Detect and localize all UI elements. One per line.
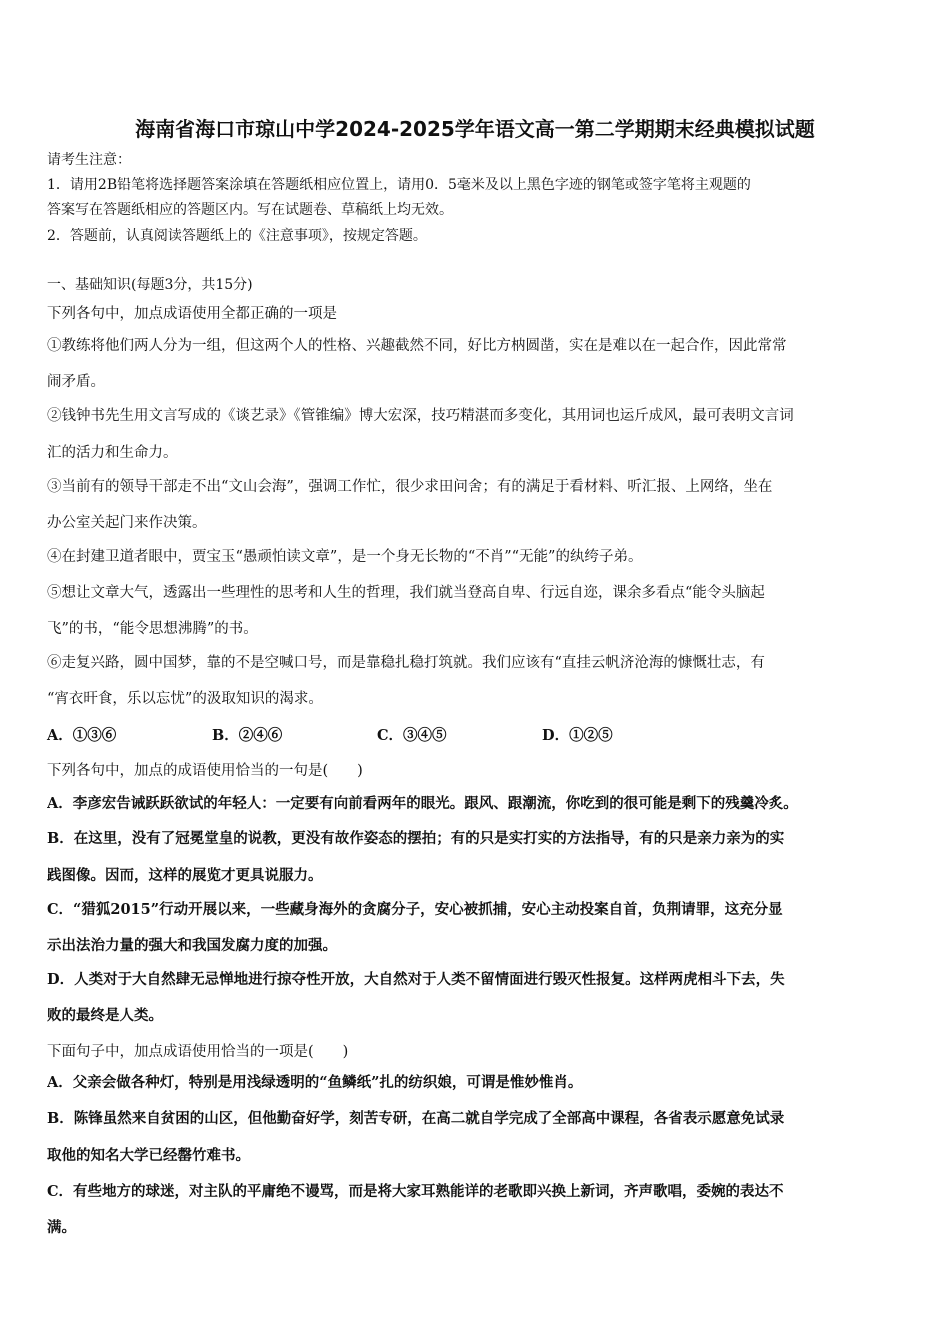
q1-line: 飞”的书，“能令思想沸腾”的书。 bbox=[47, 621, 258, 637]
q1-line: ③当前有的领导干部走不出“文山会海”，强调工作忙，很少求田问舍；有的满足于看材料、听汇报、上网络，坐在 bbox=[47, 479, 773, 495]
notice-heading: 请考生注意： bbox=[47, 152, 131, 168]
q3-line: B．陈锋虽然来自贫困的山区，但他勤奋好学，刻苦专研，在高二就自学完成了全部高中课程，各省表示愿意免试录 bbox=[47, 1110, 785, 1127]
q1-option-a: A．①③⑥ bbox=[47, 727, 117, 744]
q3-line: 满。 bbox=[47, 1219, 76, 1236]
q1-option-b: B．②④⑥ bbox=[212, 727, 283, 744]
q1-line: 闹矛盾。 bbox=[47, 374, 105, 390]
q1-line: “宵衣旰食，乐以忘忧”的汲取知识的渴求。 bbox=[47, 691, 323, 707]
q1-line: 办公室关起门来作决策。 bbox=[47, 515, 207, 531]
section-heading: 一、基础知识(每题3分，共15分) bbox=[47, 277, 253, 293]
q2-line: 示出法治力量的强大和我国发腐力度的加强。 bbox=[47, 937, 337, 954]
q3-line: A．父亲会做各种灯，特别是用浅绿透明的“鱼鳞纸”扎的纺织娘，可谓是惟妙惟肖。 bbox=[47, 1074, 583, 1091]
q1-line: ①教练将他们两人分为一组，但这两个人的性格、兴趣截然不同，好比方枘圆凿，实在是难以在一起合作，因此常常 bbox=[47, 338, 787, 354]
notice-item-2: 2．答题前，认真阅读答题纸上的《注意事项》，按规定答题。 bbox=[47, 228, 427, 244]
q2-line: A．李彦宏告诫跃跃欲试的年轻人：一定要有向前看两年的眼光。跟风、跟潮流，你吃到的很可能是剩下的残羹冷炙。 bbox=[47, 795, 798, 812]
q2-line: C．“猎狐2015”行动开展以来，一些藏身海外的贪腐分子，安心被抓捕，安心主动投案自首，负荆请罪，这充分显 bbox=[47, 901, 783, 918]
q2-line: D．人类对于大自然肆无忌惮地进行掠夺性开放，大自然对于人类不留情面进行毁灭性报复。这样两虎相斗下去，失 bbox=[47, 971, 785, 988]
q1-line: ②钱钟书先生用文言写成的《谈艺录》《管锥编》博大宏深，技巧精湛而多变化，其用词也运斤成风，最可表明文言词 bbox=[47, 408, 794, 424]
q1-line: 汇的活力和生命力。 bbox=[47, 445, 178, 461]
notice-item-1-line-1: 1．请用2B铅笔将选择题答案涂填在答题纸相应位置上，请用0．5毫米及以上黑色字迹的钢笔或签字笔将主观题的 bbox=[47, 177, 751, 193]
q3-line: 取他的知名大学已经罄竹难书。 bbox=[47, 1147, 250, 1164]
notice-item-1-line-2: 答案写在答题纸相应的答题区内。写在试题卷、草稿纸上均无效。 bbox=[47, 202, 453, 218]
q2-line: 败的最终是人类。 bbox=[47, 1007, 163, 1024]
q3-stem: 下面句子中，加点成语使用恰当的一项是( ) bbox=[47, 1044, 349, 1060]
q1-line: ⑥走复兴路，圆中国梦，靠的不是空喊口号，而是靠稳扎稳打筑就。我们应该有“直挂云帆济沧海的慷慨壮志，有 bbox=[47, 655, 765, 671]
q2-line: B．在这里，没有了冠冕堂皇的说教，更没有故作姿态的摆拍；有的只是实打实的方法指导，有的只是亲力亲为的实 bbox=[47, 830, 785, 847]
q1-option-c: C．③④⑤ bbox=[377, 727, 447, 744]
q2-stem: 下列各句中，加点的成语使用恰当的一句是( ) bbox=[47, 763, 363, 779]
q3-line: C．有些地方的球迷，对主队的平庸绝不谩骂，而是将大家耳熟能详的老歌即兴换上新词，齐声歌唱，委婉的表达不 bbox=[47, 1183, 784, 1200]
page-title: 海南省海口市琼山中学2024-2025学年语文高一第二学期期末经典模拟试题 bbox=[135, 117, 815, 141]
q1-option-d: D．①②⑤ bbox=[542, 727, 613, 744]
q1-line: ⑤想让文章大气，透露出一些理性的思考和人生的哲理，我们就当登高自卑、行远自迩，课余多看点“能令头脑起 bbox=[47, 585, 765, 601]
q2-line: 践图像。因而，这样的展览才更具说服力。 bbox=[47, 867, 323, 884]
q1-line: ④在封建卫道者眼中，贾宝玉“愚顽怕读文章”，是一个身无长物的“不肖”“无能”的纨绔子弟。 bbox=[47, 549, 643, 565]
q1-stem: 下列各句中，加点成语使用全都正确的一项是 bbox=[47, 306, 337, 322]
